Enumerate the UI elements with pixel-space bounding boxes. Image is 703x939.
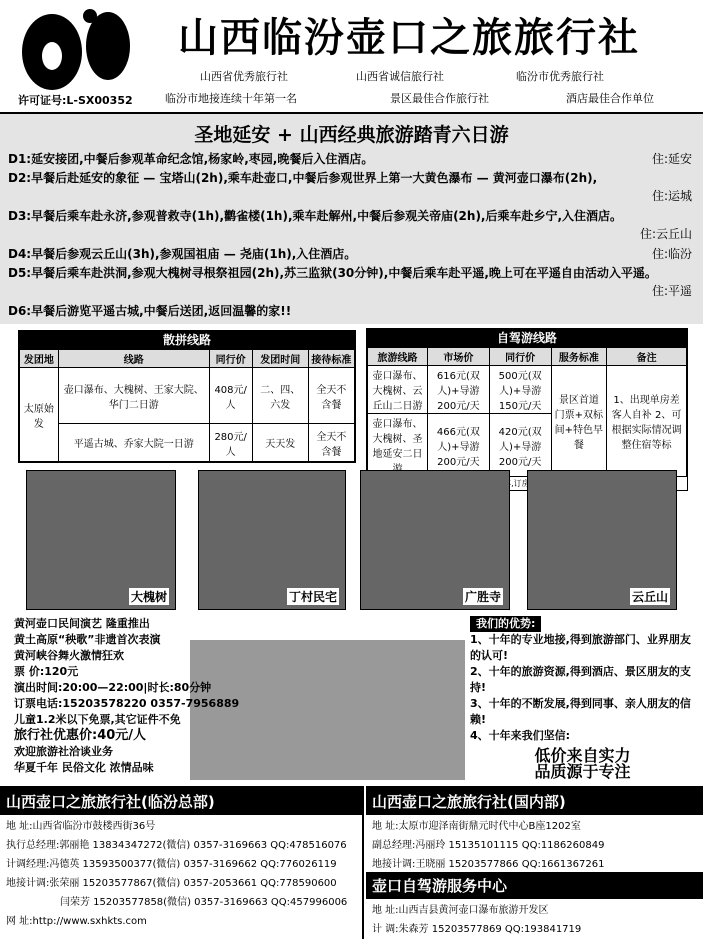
- day-2: D2:早餐后赴延安的象征 — 宝塔山(2h),乘车赴壶口,中餐后参观世界上第一大黄色瀑布 — 黄河壶口瀑布(2h), 住:运城: [8, 171, 692, 203]
- day-4: D4:早餐后参观云丘山(3h),参观国祖庙 — 尧庙(1h),入住酒店。 住:临汾: [8, 247, 692, 261]
- license-number: 许可证号:L-SX00352: [18, 94, 133, 107]
- self-drive-table: 自驾游线路 旅游线路 市场价 同行价 服务标准 备注 壶口瀑布、大槐树、云丘山二日游 616元(双人)+导游200元/天 500元(双人)+导游150元/天 景区首道门票+双标间+特色早餐 1、出现单房差客人自补 2、可根据实际情况调整住宿等标 壶口瀑布、大槐树、圣地延安二日 466元(双人)+导游200元/天 420元(双人)+导游200元/天: [366, 328, 688, 491]
- day-5: D5:早餐后乘车赴洪洞,参观大槐树寻根祭祖园(2h),苏三监狱(30分钟),中餐后乘车赴平遥,晚上可在平遥自由活动入平遥。 住:平遥: [8, 266, 692, 298]
- photo-big-locust-tree: 大槐树: [26, 470, 176, 610]
- header: [0, 0, 703, 108]
- company-name: 山西临汾壶口之旅旅行社: [178, 15, 640, 61]
- honor: 山西省优秀旅行社: [200, 70, 288, 83]
- headquarters-contact: 山西壶口之旅旅行社(临汾总部) 地 址:山西省临汾市鼓楼西街36号 执行总经理:郭丽艳 13834347272(微信) 0357-3169663 QQ:478516076 计调经理:冯德英 13593500377(微信) 0357-3169662 QQ:776026119 地接计调:张荣丽 15203577867(微信) 0357-2053661 QQ:778590600 闫荣芳 15203577858(微信) 0357-3169663 QQ:457996006 网 址:http://www.sxhkts.com: [0, 786, 364, 939]
- honor: 景区最佳合作旅行社: [390, 92, 489, 105]
- self-drive-title: 自驾游线路: [367, 329, 687, 347]
- honor: 山西省诚信旅行社: [356, 70, 444, 83]
- advantages: 我们的优势: 1、十年的专业地接,得到旅游部门、业界朋友的认可! 2、十年的旅游资源,得到酒店、景区朋友的支持! 3、十年的不断发展,得到同事、亲人朋友的信赖! 4、十年来我们坚信: 低价来自实力 品质源于专注: [470, 617, 691, 781]
- day-6: D6:早餐后游览平遥古城,中餐后送团,返回温馨的家!!: [8, 304, 292, 318]
- show-info: 黄河壶口民间演艺 隆重推出 黄土高原“秧歌”非遗首次表演 黄河峡谷舞火激情狂欢 票 价:120元 演出时间:20:00—22:00|时长:80分钟 订票电话:15203578220 0357-7956889 儿童1.2米以下免票,其它证件不免 旅行社优惠价:40元/人 欢迎旅游社洽谈业务 华夏千年 民俗文化 浓情品味: [14, 617, 240, 774]
- day-3: D3:早餐后乘车赴永济,参观普救寺(1h),鹳雀楼(1h),乘车赴解州,中餐后参观关帝庙(2h),后乘车赴乡宁,入住酒店。 住:云丘山: [8, 209, 692, 241]
- day-1: D1:延安接团,中餐后参观革命纪念馆,杨家岭,枣园,晚餐后入住酒店。 住:延安: [8, 152, 692, 166]
- domestic-contact: 山西壶口之旅旅行社(国内部) 地 址:太原市迎泽南街鼎元时代中心B座1202室 副总经理:冯丽玲 15135101115 QQ:1186260849 地接计调:王晓丽 15203577866 QQ:1661367261 壶口自驾游服务中心 地 址:山西吉县黄河壶口瀑布旅游开发区 计 调:朱森芳 15203577869 QQ:193841719: [366, 786, 703, 939]
- honor: 酒店最佳合作单位: [566, 92, 654, 105]
- photo-dingcun: 丁村民宅: [198, 470, 346, 610]
- group-tour-table: 散拼线路 发团地 线路 同行价 发团时间 接待标准 太原始发 壶口瀑布、大槐树、王家大院、华门二日游 408元/人 二、四、六发 全天不含餐 平遥古城、乔家大院一日游 280元/人 天天发 全天不含餐: [18, 330, 356, 463]
- honor: 临汾市地接连续十年第一名: [165, 92, 297, 105]
- company-logo: [18, 6, 138, 92]
- group-tour-title: 散拼线路: [19, 331, 355, 349]
- photo-yunqiu-mountain: 云丘山: [527, 470, 677, 610]
- route-title: 圣地延安 + 山西经典旅游踏青六日游: [194, 124, 509, 146]
- photo-guangsheng-temple: 广胜寺: [360, 470, 510, 610]
- honor: 临汾市优秀旅行社: [516, 70, 604, 83]
